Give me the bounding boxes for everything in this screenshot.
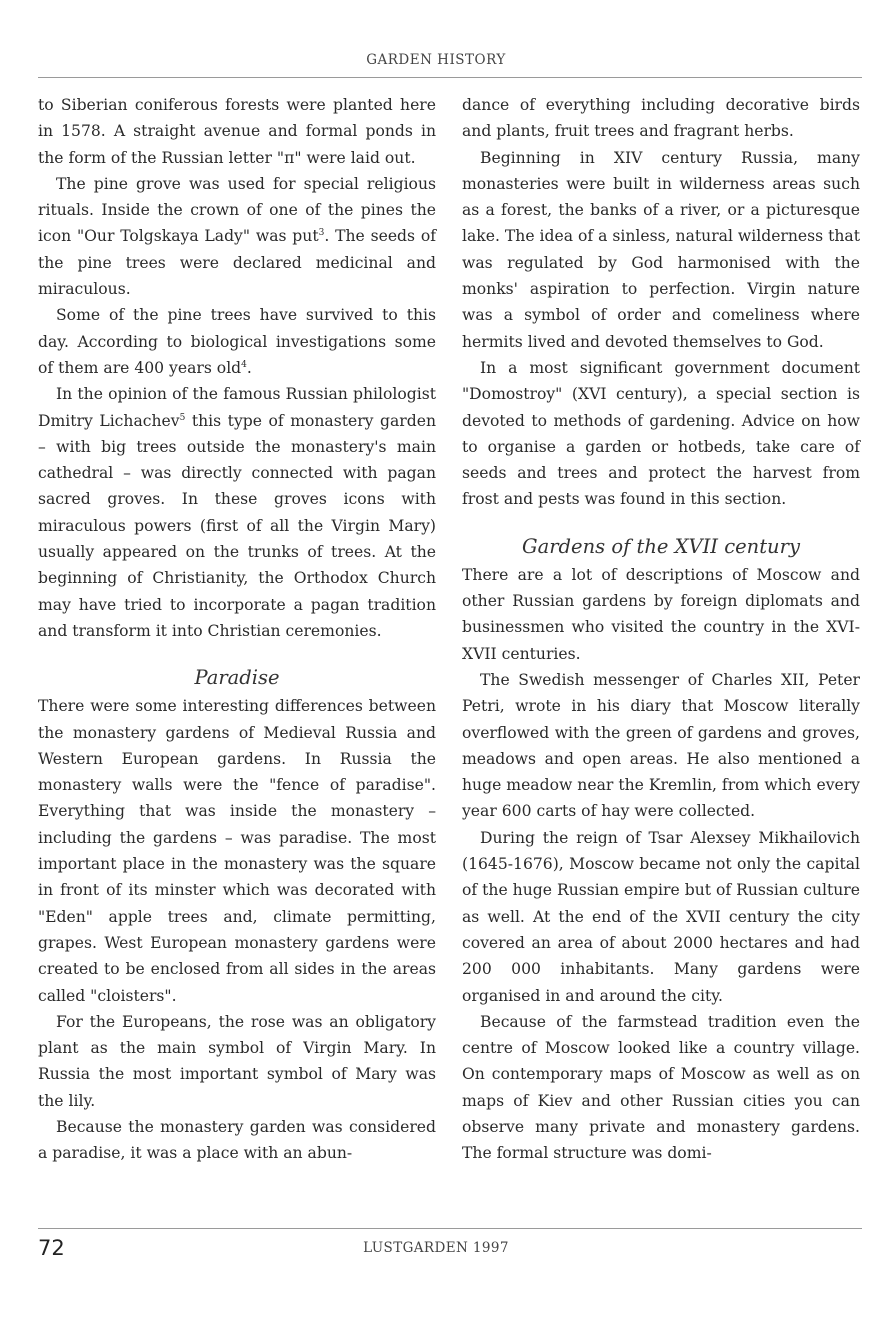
footer-rule — [38, 1228, 862, 1229]
paragraph-text: In the opinion of the famous Russian philologist Dmitry Lichachev — [38, 385, 436, 430]
paragraph: There were some interesting differences between the monastery gardens of Medieval Russia and Western European gardens. In Russia the monastery walls were the "fence of paradise". Everything that was inside the monastery – including the gardens – was paradise. The most important place in the monastery was the square in front of its minster which was decorated with "Eden" apple trees and, climate permitting, grapes. West European monastery gardens were created to be enclosed from all sides in the areas called "cloisters". — [38, 697, 436, 1005]
paragraph — [38, 171, 436, 302]
paragraph-text: . The seeds of the pine trees were declared medicinal and miraculous. — [38, 227, 436, 299]
paragraph: to Siberian coniferous forests were planted here in 1578. A straight avenue and formal ponds in the form of the Russian letter "π" were laid out. — [38, 96, 436, 167]
page-number: 72 — [38, 1236, 65, 1260]
paragraph: In a most significant government document "Domostroy" (XVI century), a special section is devoted to methods of gardening. Advice on how to organise a garden or hotbeds, take care of seeds and trees and protect the harvest from frost and pests was found in this section. — [462, 358, 860, 509]
section-heading-gardens-17th-century: Gardens of the XVII century — [522, 534, 800, 558]
publication-footer: LUSTGARDEN 1997 — [363, 1240, 509, 1256]
header-rule — [38, 77, 862, 78]
paragraph-text: Some of the pine trees have survived to this day. According to biological investigations some of them are 400 years old — [38, 306, 436, 377]
right-column — [462, 92, 860, 1167]
paragraph: dance of everything including decorative birds and plants, fruit trees and fragrant herbs. — [462, 96, 860, 141]
paragraph-text: . — [246, 358, 252, 377]
paragraph: Because of the farmstead tradition even the centre of Moscow looked like a country village. On contemporary maps of Moscow as well as on maps of Kiev and other Russian cities you can observe many private and monastery gardens. The formal structure was domi- — [462, 1012, 860, 1163]
paragraph: During the reign of Tsar Alexsey Mikhailovich (1645-1676), Moscow became not only the capital of the huge Russian empire but of Russian culture as well. At the end of the XVII century the city covered an area of about 2000 hectares and had 200 000 inhabitants. Many gardens were organised in and around the city. — [462, 828, 860, 1005]
paragraph: There are a lot of descriptions of Moscow and other Russian gardens by foreign diplomats and businessmen who visited the country in the XVI-XVII centuries. — [462, 565, 860, 663]
left-column — [38, 92, 436, 1167]
paragraph-text: The pine grove was used for special religious rituals. Inside the crown of one of the pines the icon "Our Tolgskaya Lady" was put — [38, 174, 436, 246]
paragraph: Beginning in XIV century Russia, many monasteries were built in wilderness areas such as a forest, the banks of a river, or a picturesque lake. The idea of a sinless, natural wilderness that was regulated by God harmonised with the monks' aspiration to perfection. Virgin nature was a symbol of order and comeliness where hermits lived and devoted themselves to God. — [462, 148, 860, 351]
section-heading-paradise: Paradise — [194, 666, 280, 690]
footnote-ref: 3 — [318, 228, 325, 239]
paragraph: The Swedish messenger of Charles XII, Peter Petri, wrote in his diary that Moscow literally overflowed with the green of gardens and groves, meadows and open areas. He also mentioned a huge meadow near the Kremlin, from which every year 600 carts of hay were collected. — [462, 670, 860, 821]
paragraph: Because the monastery garden was considered a paradise, it was a place with an abun- — [38, 1117, 436, 1163]
paragraph — [38, 381, 436, 644]
paragraph: For the Europeans, the rose was an obligatory plant as the main symbol of Virgin Mary. In Russia the most important symbol of Mary was the lily. — [38, 1012, 436, 1110]
paragraph — [38, 302, 436, 381]
running-header: GARDEN HISTORY — [366, 52, 506, 68]
footnote-ref: 5 — [179, 412, 186, 423]
footnote-ref: 4 — [241, 359, 247, 370]
paragraph-text: this type of monastery garden – with big trees outside the monastery's main cathedral – was directly connected with pagan sacred groves. In these groves icons with miraculous powers (first of all the Virgin Mary) usually appeared on the trunks of trees. At the beginning of Christianity, the Orthodox Church may have tried to incorporate a pagan tradition and transform it into Christian ceremonies. — [38, 411, 436, 640]
